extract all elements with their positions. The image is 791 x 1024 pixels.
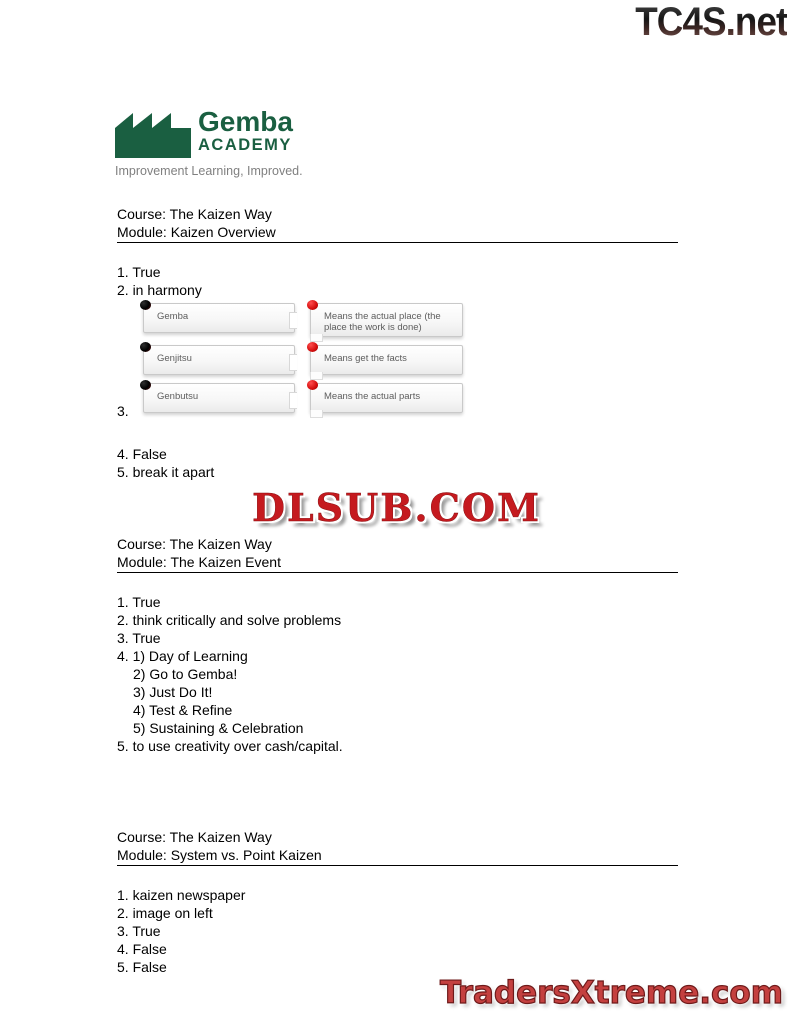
answer-subitem: 3) Just Do It! xyxy=(133,684,213,700)
match-term-label: Genjitsu xyxy=(157,353,192,364)
answer-list xyxy=(117,593,678,755)
module-title: Module: System vs. Point Kaizen xyxy=(117,847,322,863)
course-title: Course: The Kaizen Way xyxy=(117,536,272,552)
match-definition-label: Means get the facts xyxy=(324,353,407,364)
answer-item: 3. True xyxy=(117,630,161,646)
connector-dot-icon xyxy=(140,380,151,390)
course-title: Course: The Kaizen Way xyxy=(117,829,272,845)
answer-item: 1. True xyxy=(117,264,161,280)
match-row xyxy=(143,303,467,337)
tradersxtreme-watermark: TradersXtreme.com xyxy=(439,975,783,1011)
match-definition-box xyxy=(310,383,463,413)
logo-top xyxy=(115,106,315,158)
answer-item-with-image xyxy=(117,303,678,421)
match-term-label: Gemba xyxy=(157,311,189,322)
match-definition-box xyxy=(310,303,463,337)
match-definition-label: Means the actual place (the place the work is done) xyxy=(324,311,441,333)
logo-academy: ACADEMY xyxy=(198,136,292,154)
section-divider xyxy=(117,572,678,573)
course-title: Course: The Kaizen Way xyxy=(117,206,272,222)
answer-list xyxy=(117,886,678,976)
answer-item: 2. in harmony xyxy=(117,282,202,298)
section-divider xyxy=(117,242,678,243)
section-kaizen-event xyxy=(117,535,678,755)
answer-item: 1. True xyxy=(117,594,161,610)
match-definition-label: Means the actual parts xyxy=(324,391,421,402)
answer-item: 2. think critically and solve problems xyxy=(117,612,342,628)
connector-dot-icon xyxy=(307,380,318,390)
connector-notch xyxy=(289,312,297,329)
answer-list xyxy=(117,263,678,481)
gemba-academy-logo xyxy=(115,106,315,178)
match-row xyxy=(143,383,467,413)
logo-words xyxy=(198,106,293,154)
page-content xyxy=(117,205,678,976)
connector-tab xyxy=(310,372,323,380)
answer-subitem: 2) Go to Gemba! xyxy=(133,666,238,682)
connector-tab xyxy=(310,334,323,342)
match-term-box xyxy=(143,383,295,413)
connector-dot-icon xyxy=(307,300,318,310)
module-title: Module: The Kaizen Event xyxy=(117,554,281,570)
connector-dot-icon xyxy=(140,300,151,310)
match-row xyxy=(143,345,467,375)
connector-dot-icon xyxy=(140,342,151,352)
matching-exercise-image xyxy=(143,303,467,421)
answer-subitem: 5) Sustaining & Celebration xyxy=(133,720,304,736)
answer-item: 1. kaizen newspaper xyxy=(117,887,246,903)
match-term-box xyxy=(143,303,295,333)
answer-item: 4. False xyxy=(117,446,167,462)
factory-icon xyxy=(115,106,191,158)
module-title: Module: Kaizen Overview xyxy=(117,224,276,240)
answer-item: 3. True xyxy=(117,923,161,939)
answer-item: 4. False xyxy=(117,941,167,957)
answer-item: 5. to use creativity over cash/capital. xyxy=(117,738,343,754)
answer-subitem: 4) Test & Refine xyxy=(133,702,233,718)
logo-name: Gemba xyxy=(198,106,293,137)
answer-item: 5. False xyxy=(117,959,167,975)
logo-tagline: Improvement Learning, Improved. xyxy=(115,164,303,178)
answer-item: 2. image on left xyxy=(117,905,213,921)
answer-item: 5. break it apart xyxy=(117,464,215,480)
connector-notch xyxy=(289,392,297,409)
answer-item: 3. xyxy=(117,403,129,419)
section-system-vs-point-kaizen xyxy=(117,828,678,976)
match-term-box xyxy=(143,345,295,375)
match-definition-box xyxy=(310,345,463,375)
connector-tab xyxy=(310,410,323,418)
dlsub-watermark: DLSUB.COM xyxy=(252,485,542,530)
connector-dot-icon xyxy=(307,342,318,352)
section-divider xyxy=(117,865,678,866)
tc4s-watermark: TC4S.net xyxy=(634,0,787,44)
answer-item: 4. 1) Day of Learning xyxy=(117,648,248,664)
match-term-label: Genbutsu xyxy=(157,391,199,402)
connector-notch xyxy=(289,354,297,371)
section-kaizen-overview xyxy=(117,205,678,481)
